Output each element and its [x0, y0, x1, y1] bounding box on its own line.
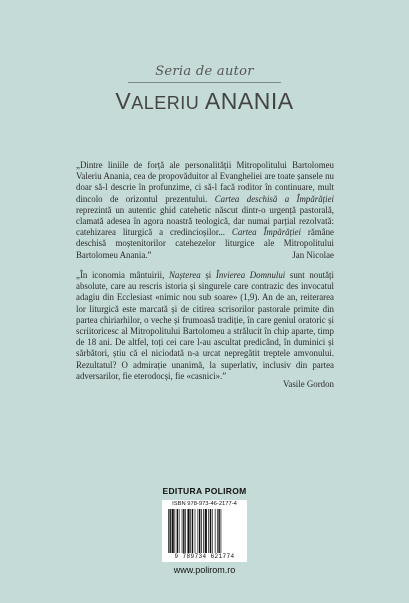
barcode-bar — [212, 509, 213, 553]
signature-vasile-gordon: Vasile Gordon — [282, 379, 334, 389]
barcode-bar — [218, 509, 219, 553]
barcode-digits: 9 789734 621774 — [174, 553, 235, 560]
barcode-bar — [182, 509, 183, 553]
barcode-bar — [190, 509, 191, 553]
barcode-bar — [201, 509, 202, 553]
barcode-bar — [198, 509, 199, 553]
barcode-bar — [205, 509, 207, 553]
author-name — [0, 88, 409, 115]
barcode-bar — [172, 509, 174, 553]
author-last-name: ANANIA — [204, 88, 294, 114]
barcode-bar — [179, 509, 180, 553]
publisher-name: EDITURA POLIROM — [162, 486, 247, 496]
barcode-bar — [187, 509, 189, 553]
series-label: Seria de autor — [155, 64, 254, 79]
barcode-bar — [183, 509, 184, 553]
quote-vasile-gordon: „În iconomia mântuirii, Nașterea și Învierea Domnului sunt noutăți absolute, care au rescris istoria și singurele care contrazic des invocatul adagiu din Ecclesiast «nimic nou sub soare» (1,9). An de an, reiterarea lor liturgică este marcată și de citirea scrisorilor pastorale primite din partea chiriarhilor, o veche și frumoasă tradiție, în care geniul oratoric și scriitoricesc al Mitropolitului Bartolomeu a strălucit în chip aparte, timp de 18 ani. De altfel, toți cei care l-au ascultat predicând, în duminici și sărbători, știu că el niciodată n-a urcat nepregătit treptele amvonului. Rezultatul? O admirație unanimă, la superlativ, inclusiv din partea adversarilor, fie eterodocși, fie «casnici».” — [76, 270, 334, 381]
author-first-initial: V — [115, 88, 132, 114]
barcode-bar — [195, 509, 196, 553]
barcode-bar — [185, 509, 186, 553]
barcode-bar — [203, 509, 204, 553]
barcode-bar — [210, 509, 211, 553]
barcode-bars — [167, 509, 242, 553]
barcode-bar — [199, 509, 200, 553]
barcode-bar — [168, 509, 169, 553]
barcode-bar — [174, 509, 175, 553]
barcode-bar — [177, 509, 178, 553]
signature-jan-nicolae: Jan Nicolae — [292, 250, 334, 260]
quote-jan-nicolae: „Dintre liniile de forță ale personalității Mitropolitului Bartolomeu Valeriu Anania, cea de propovăduitor al Evangheliei are toate șansele nu doar să-l descrie în profunzime, ci să-l facă roditor în continuare, mult dincolo de orizontul prezentului. Cartea deschisă a Împărăției reprezintă un autentic ghid catehetic născut dintr-o urgență pastorală, clamată adesea în agora noastră teologică, dar numai parțial rezolvată: catehizarea liturgică a credincioșilor... Cartea Împărăției rămâne deschisă moștenitorilor catehezelor liturgice ale Mitropolitului Bartolomeu Anania.” — [76, 160, 334, 260]
barcode-bar — [217, 509, 218, 553]
barcode-bar — [192, 509, 193, 553]
isbn-barcode — [162, 500, 247, 562]
author-first-rest: ALERIU — [131, 93, 200, 113]
series-divider — [128, 82, 281, 83]
barcode-bar — [169, 509, 170, 553]
isbn-text: ISBN 978-973-46-2177-4 — [172, 501, 237, 507]
barcode-bar — [208, 509, 209, 553]
barcode-bar — [215, 509, 216, 553]
barcode-bar — [221, 509, 222, 553]
publisher-website: www.polirom.ro — [173, 565, 236, 575]
